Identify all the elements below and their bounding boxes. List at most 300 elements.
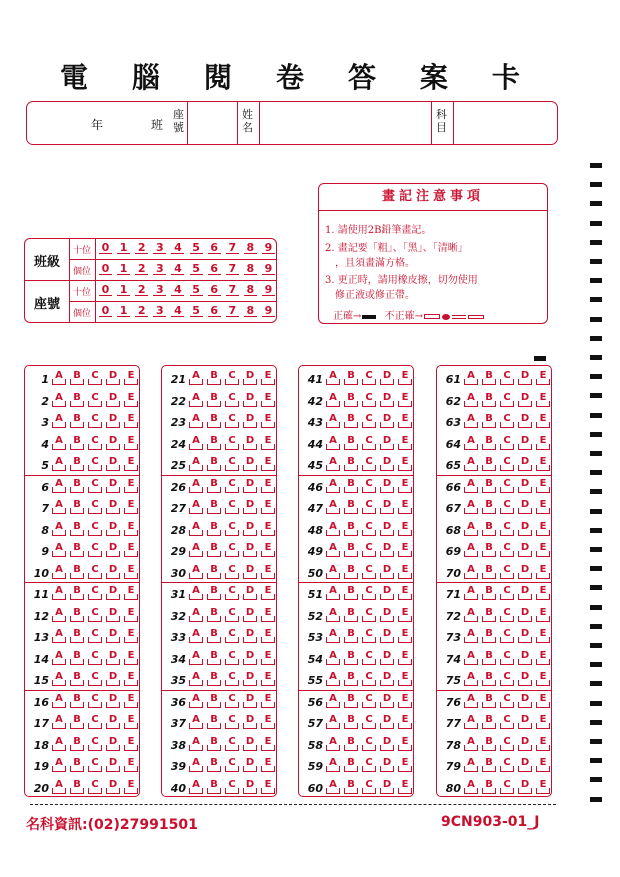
answer-bubble-35-D[interactable]: D (242, 671, 258, 687)
answer-bubble-59-A[interactable]: A (325, 757, 341, 773)
answer-bubble-42-A[interactable]: A (325, 392, 341, 408)
answer-bubble-48-D[interactable]: D (379, 521, 395, 537)
answer-bubble-53-B[interactable]: B (343, 628, 359, 644)
answer-bubble-76-D[interactable]: D (517, 693, 533, 709)
answer-bubble-39-B[interactable]: B (206, 757, 222, 773)
answer-bubble-45-A[interactable]: A (325, 456, 341, 472)
answer-bubble-78-B[interactable]: B (481, 736, 497, 752)
digit-bubble-class-ones-9[interactable]: 9 (262, 263, 275, 275)
answer-bubble-50-E[interactable]: E (397, 564, 413, 580)
answer-bubble-5-B[interactable]: B (69, 456, 85, 472)
answer-bubble-21-D[interactable]: D (242, 370, 258, 386)
answer-bubble-11-A[interactable]: A (51, 585, 67, 601)
answer-bubble-72-B[interactable]: B (481, 607, 497, 623)
answer-bubble-48-B[interactable]: B (343, 521, 359, 537)
answer-bubble-27-B[interactable]: B (206, 499, 222, 515)
answer-bubble-16-E[interactable]: E (123, 693, 139, 709)
answer-bubble-32-A[interactable]: A (188, 607, 204, 623)
answer-bubble-57-D[interactable]: D (379, 714, 395, 730)
answer-bubble-28-E[interactable]: E (260, 521, 276, 537)
answer-bubble-52-B[interactable]: B (343, 607, 359, 623)
answer-bubble-29-B[interactable]: B (206, 542, 222, 558)
answer-bubble-53-C[interactable]: C (361, 628, 377, 644)
answer-bubble-20-D[interactable]: D (105, 779, 121, 795)
answer-bubble-48-A[interactable]: A (325, 521, 341, 537)
answer-bubble-29-D[interactable]: D (242, 542, 258, 558)
answer-bubble-70-E[interactable]: E (535, 564, 551, 580)
answer-bubble-32-D[interactable]: D (242, 607, 258, 623)
answer-bubble-31-E[interactable]: E (260, 585, 276, 601)
answer-bubble-37-C[interactable]: C (224, 714, 240, 730)
answer-bubble-79-C[interactable]: C (499, 757, 515, 773)
answer-bubble-27-E[interactable]: E (260, 499, 276, 515)
answer-bubble-5-E[interactable]: E (123, 456, 139, 472)
answer-bubble-33-A[interactable]: A (188, 628, 204, 644)
answer-bubble-71-B[interactable]: B (481, 585, 497, 601)
answer-bubble-8-D[interactable]: D (105, 521, 121, 537)
answer-bubble-32-E[interactable]: E (260, 607, 276, 623)
answer-bubble-30-B[interactable]: B (206, 564, 222, 580)
answer-bubble-29-C[interactable]: C (224, 542, 240, 558)
answer-bubble-68-A[interactable]: A (463, 521, 479, 537)
digit-bubble-class-tens-1[interactable]: 1 (117, 242, 130, 254)
answer-bubble-62-E[interactable]: E (535, 392, 551, 408)
answer-bubble-76-C[interactable]: C (499, 693, 515, 709)
answer-bubble-57-A[interactable]: A (325, 714, 341, 730)
answer-bubble-6-E[interactable]: E (123, 478, 139, 494)
answer-bubble-59-E[interactable]: E (397, 757, 413, 773)
answer-bubble-7-D[interactable]: D (105, 499, 121, 515)
answer-bubble-38-A[interactable]: A (188, 736, 204, 752)
answer-bubble-9-B[interactable]: B (69, 542, 85, 558)
answer-bubble-19-B[interactable]: B (69, 757, 85, 773)
answer-bubble-75-B[interactable]: B (481, 671, 497, 687)
answer-bubble-49-A[interactable]: A (325, 542, 341, 558)
answer-bubble-67-B[interactable]: B (481, 499, 497, 515)
answer-bubble-33-B[interactable]: B (206, 628, 222, 644)
answer-bubble-65-D[interactable]: D (517, 456, 533, 472)
answer-bubble-11-B[interactable]: B (69, 585, 85, 601)
answer-bubble-3-E[interactable]: E (123, 413, 139, 429)
answer-bubble-29-E[interactable]: E (260, 542, 276, 558)
answer-bubble-18-C[interactable]: C (87, 736, 103, 752)
answer-bubble-55-B[interactable]: B (343, 671, 359, 687)
answer-bubble-38-B[interactable]: B (206, 736, 222, 752)
answer-bubble-24-A[interactable]: A (188, 435, 204, 451)
answer-bubble-59-D[interactable]: D (379, 757, 395, 773)
answer-bubble-42-B[interactable]: B (343, 392, 359, 408)
answer-bubble-23-A[interactable]: A (188, 413, 204, 429)
answer-bubble-48-E[interactable]: E (397, 521, 413, 537)
answer-bubble-27-C[interactable]: C (224, 499, 240, 515)
answer-bubble-38-E[interactable]: E (260, 736, 276, 752)
digit-bubble-seat-ones-0[interactable]: 0 (99, 305, 112, 317)
answer-bubble-73-E[interactable]: E (535, 628, 551, 644)
answer-bubble-69-C[interactable]: C (499, 542, 515, 558)
answer-bubble-39-A[interactable]: A (188, 757, 204, 773)
answer-bubble-59-C[interactable]: C (361, 757, 377, 773)
answer-bubble-50-B[interactable]: B (343, 564, 359, 580)
digit-bubble-class-ones-7[interactable]: 7 (226, 263, 239, 275)
answer-bubble-71-E[interactable]: E (535, 585, 551, 601)
answer-bubble-14-C[interactable]: C (87, 650, 103, 666)
answer-bubble-80-C[interactable]: C (499, 779, 515, 795)
answer-bubble-48-C[interactable]: C (361, 521, 377, 537)
answer-bubble-34-C[interactable]: C (224, 650, 240, 666)
answer-bubble-7-A[interactable]: A (51, 499, 67, 515)
answer-bubble-65-C[interactable]: C (499, 456, 515, 472)
answer-bubble-72-A[interactable]: A (463, 607, 479, 623)
answer-bubble-16-B[interactable]: B (69, 693, 85, 709)
answer-bubble-72-C[interactable]: C (499, 607, 515, 623)
answer-bubble-54-A[interactable]: A (325, 650, 341, 666)
answer-bubble-55-A[interactable]: A (325, 671, 341, 687)
answer-bubble-35-C[interactable]: C (224, 671, 240, 687)
answer-bubble-38-D[interactable]: D (242, 736, 258, 752)
answer-bubble-46-E[interactable]: E (397, 478, 413, 494)
answer-bubble-50-A[interactable]: A (325, 564, 341, 580)
answer-bubble-49-C[interactable]: C (361, 542, 377, 558)
answer-bubble-60-C[interactable]: C (361, 779, 377, 795)
answer-bubble-44-D[interactable]: D (379, 435, 395, 451)
digit-bubble-seat-ones-5[interactable]: 5 (190, 305, 203, 317)
answer-bubble-74-B[interactable]: B (481, 650, 497, 666)
answer-bubble-28-D[interactable]: D (242, 521, 258, 537)
answer-bubble-33-D[interactable]: D (242, 628, 258, 644)
answer-bubble-51-E[interactable]: E (397, 585, 413, 601)
answer-bubble-54-C[interactable]: C (361, 650, 377, 666)
digit-bubble-seat-ones-8[interactable]: 8 (244, 305, 257, 317)
answer-bubble-54-E[interactable]: E (397, 650, 413, 666)
answer-bubble-64-D[interactable]: D (517, 435, 533, 451)
answer-bubble-77-B[interactable]: B (481, 714, 497, 730)
answer-bubble-14-E[interactable]: E (123, 650, 139, 666)
digit-bubble-seat-tens-5[interactable]: 5 (190, 284, 203, 296)
answer-bubble-64-C[interactable]: C (499, 435, 515, 451)
answer-bubble-56-A[interactable]: A (325, 693, 341, 709)
answer-bubble-52-D[interactable]: D (379, 607, 395, 623)
answer-bubble-21-E[interactable]: E (260, 370, 276, 386)
answer-bubble-10-C[interactable]: C (87, 564, 103, 580)
answer-bubble-43-C[interactable]: C (361, 413, 377, 429)
answer-bubble-17-E[interactable]: E (123, 714, 139, 730)
answer-bubble-1-B[interactable]: B (69, 370, 85, 386)
answer-bubble-69-D[interactable]: D (517, 542, 533, 558)
answer-bubble-15-E[interactable]: E (123, 671, 139, 687)
answer-bubble-46-D[interactable]: D (379, 478, 395, 494)
answer-bubble-69-B[interactable]: B (481, 542, 497, 558)
answer-bubble-62-D[interactable]: D (517, 392, 533, 408)
answer-bubble-66-C[interactable]: C (499, 478, 515, 494)
answer-bubble-9-E[interactable]: E (123, 542, 139, 558)
answer-bubble-62-C[interactable]: C (499, 392, 515, 408)
answer-bubble-45-D[interactable]: D (379, 456, 395, 472)
answer-bubble-66-E[interactable]: E (535, 478, 551, 494)
answer-bubble-35-E[interactable]: E (260, 671, 276, 687)
answer-bubble-16-C[interactable]: C (87, 693, 103, 709)
answer-bubble-4-C[interactable]: C (87, 435, 103, 451)
answer-bubble-33-C[interactable]: C (224, 628, 240, 644)
answer-bubble-80-E[interactable]: E (535, 779, 551, 795)
answer-bubble-60-A[interactable]: A (325, 779, 341, 795)
answer-bubble-61-D[interactable]: D (517, 370, 533, 386)
answer-bubble-67-D[interactable]: D (517, 499, 533, 515)
answer-bubble-56-C[interactable]: C (361, 693, 377, 709)
digit-bubble-class-tens-5[interactable]: 5 (190, 242, 203, 254)
answer-bubble-75-C[interactable]: C (499, 671, 515, 687)
answer-bubble-19-E[interactable]: E (123, 757, 139, 773)
answer-bubble-42-D[interactable]: D (379, 392, 395, 408)
answer-bubble-15-D[interactable]: D (105, 671, 121, 687)
answer-bubble-36-A[interactable]: A (188, 693, 204, 709)
answer-bubble-26-E[interactable]: E (260, 478, 276, 494)
answer-bubble-58-C[interactable]: C (361, 736, 377, 752)
answer-bubble-55-E[interactable]: E (397, 671, 413, 687)
answer-bubble-52-E[interactable]: E (397, 607, 413, 623)
answer-bubble-47-B[interactable]: B (343, 499, 359, 515)
answer-bubble-67-A[interactable]: A (463, 499, 479, 515)
answer-bubble-68-C[interactable]: C (499, 521, 515, 537)
answer-bubble-63-E[interactable]: E (535, 413, 551, 429)
answer-bubble-44-E[interactable]: E (397, 435, 413, 451)
answer-bubble-36-E[interactable]: E (260, 693, 276, 709)
answer-bubble-10-D[interactable]: D (105, 564, 121, 580)
answer-bubble-7-E[interactable]: E (123, 499, 139, 515)
answer-bubble-63-A[interactable]: A (463, 413, 479, 429)
digit-bubble-class-tens-4[interactable]: 4 (171, 242, 184, 254)
answer-bubble-80-D[interactable]: D (517, 779, 533, 795)
answer-bubble-19-D[interactable]: D (105, 757, 121, 773)
answer-bubble-34-B[interactable]: B (206, 650, 222, 666)
answer-bubble-13-D[interactable]: D (105, 628, 121, 644)
answer-bubble-22-B[interactable]: B (206, 392, 222, 408)
answer-bubble-18-D[interactable]: D (105, 736, 121, 752)
answer-bubble-28-A[interactable]: A (188, 521, 204, 537)
answer-bubble-76-E[interactable]: E (535, 693, 551, 709)
answer-bubble-37-B[interactable]: B (206, 714, 222, 730)
answer-bubble-58-B[interactable]: B (343, 736, 359, 752)
digit-bubble-seat-ones-4[interactable]: 4 (171, 305, 184, 317)
digit-bubble-class-tens-9[interactable]: 9 (262, 242, 275, 254)
answer-bubble-12-A[interactable]: A (51, 607, 67, 623)
answer-bubble-59-B[interactable]: B (343, 757, 359, 773)
answer-bubble-68-B[interactable]: B (481, 521, 497, 537)
answer-bubble-54-D[interactable]: D (379, 650, 395, 666)
answer-bubble-20-E[interactable]: E (123, 779, 139, 795)
answer-bubble-14-A[interactable]: A (51, 650, 67, 666)
answer-bubble-74-D[interactable]: D (517, 650, 533, 666)
answer-bubble-36-C[interactable]: C (224, 693, 240, 709)
answer-bubble-3-C[interactable]: C (87, 413, 103, 429)
answer-bubble-12-E[interactable]: E (123, 607, 139, 623)
digit-bubble-class-ones-2[interactable]: 2 (135, 263, 148, 275)
answer-bubble-66-A[interactable]: A (463, 478, 479, 494)
answer-bubble-4-A[interactable]: A (51, 435, 67, 451)
answer-bubble-31-B[interactable]: B (206, 585, 222, 601)
answer-bubble-51-A[interactable]: A (325, 585, 341, 601)
answer-bubble-19-A[interactable]: A (51, 757, 67, 773)
answer-bubble-47-C[interactable]: C (361, 499, 377, 515)
digit-bubble-class-ones-6[interactable]: 6 (208, 263, 221, 275)
answer-bubble-34-D[interactable]: D (242, 650, 258, 666)
answer-bubble-55-D[interactable]: D (379, 671, 395, 687)
answer-bubble-21-A[interactable]: A (188, 370, 204, 386)
answer-bubble-21-B[interactable]: B (206, 370, 222, 386)
answer-bubble-64-E[interactable]: E (535, 435, 551, 451)
answer-bubble-57-B[interactable]: B (343, 714, 359, 730)
answer-bubble-75-A[interactable]: A (463, 671, 479, 687)
answer-bubble-24-C[interactable]: C (224, 435, 240, 451)
answer-bubble-80-B[interactable]: B (481, 779, 497, 795)
answer-bubble-44-C[interactable]: C (361, 435, 377, 451)
answer-bubble-43-A[interactable]: A (325, 413, 341, 429)
answer-bubble-22-E[interactable]: E (260, 392, 276, 408)
answer-bubble-32-C[interactable]: C (224, 607, 240, 623)
answer-bubble-79-E[interactable]: E (535, 757, 551, 773)
answer-bubble-6-C[interactable]: C (87, 478, 103, 494)
answer-bubble-11-C[interactable]: C (87, 585, 103, 601)
answer-bubble-13-E[interactable]: E (123, 628, 139, 644)
answer-bubble-37-D[interactable]: D (242, 714, 258, 730)
answer-bubble-52-C[interactable]: C (361, 607, 377, 623)
answer-bubble-46-A[interactable]: A (325, 478, 341, 494)
answer-bubble-5-C[interactable]: C (87, 456, 103, 472)
answer-bubble-16-A[interactable]: A (51, 693, 67, 709)
answer-bubble-2-D[interactable]: D (105, 392, 121, 408)
answer-bubble-26-B[interactable]: B (206, 478, 222, 494)
answer-bubble-65-A[interactable]: A (463, 456, 479, 472)
answer-bubble-4-D[interactable]: D (105, 435, 121, 451)
answer-bubble-71-D[interactable]: D (517, 585, 533, 601)
answer-bubble-41-D[interactable]: D (379, 370, 395, 386)
answer-bubble-2-B[interactable]: B (69, 392, 85, 408)
answer-bubble-74-E[interactable]: E (535, 650, 551, 666)
answer-bubble-23-B[interactable]: B (206, 413, 222, 429)
answer-bubble-10-B[interactable]: B (69, 564, 85, 580)
answer-bubble-58-E[interactable]: E (397, 736, 413, 752)
answer-bubble-78-C[interactable]: C (499, 736, 515, 752)
answer-bubble-45-C[interactable]: C (361, 456, 377, 472)
answer-bubble-22-D[interactable]: D (242, 392, 258, 408)
answer-bubble-28-C[interactable]: C (224, 521, 240, 537)
answer-bubble-16-D[interactable]: D (105, 693, 121, 709)
answer-bubble-3-A[interactable]: A (51, 413, 67, 429)
answer-bubble-42-C[interactable]: C (361, 392, 377, 408)
answer-bubble-15-A[interactable]: A (51, 671, 67, 687)
answer-bubble-23-D[interactable]: D (242, 413, 258, 429)
digit-bubble-seat-tens-3[interactable]: 3 (153, 284, 166, 296)
answer-bubble-37-A[interactable]: A (188, 714, 204, 730)
answer-bubble-69-A[interactable]: A (463, 542, 479, 558)
answer-bubble-17-D[interactable]: D (105, 714, 121, 730)
answer-bubble-35-A[interactable]: A (188, 671, 204, 687)
answer-bubble-25-E[interactable]: E (260, 456, 276, 472)
answer-bubble-77-E[interactable]: E (535, 714, 551, 730)
answer-bubble-1-C[interactable]: C (87, 370, 103, 386)
answer-bubble-69-E[interactable]: E (535, 542, 551, 558)
digit-bubble-seat-tens-8[interactable]: 8 (244, 284, 257, 296)
answer-bubble-10-E[interactable]: E (123, 564, 139, 580)
digit-bubble-class-ones-1[interactable]: 1 (117, 263, 130, 275)
answer-bubble-13-C[interactable]: C (87, 628, 103, 644)
answer-bubble-58-D[interactable]: D (379, 736, 395, 752)
answer-bubble-25-A[interactable]: A (188, 456, 204, 472)
answer-bubble-49-B[interactable]: B (343, 542, 359, 558)
answer-bubble-66-B[interactable]: B (481, 478, 497, 494)
answer-bubble-27-D[interactable]: D (242, 499, 258, 515)
answer-bubble-24-E[interactable]: E (260, 435, 276, 451)
answer-bubble-23-C[interactable]: C (224, 413, 240, 429)
answer-bubble-26-D[interactable]: D (242, 478, 258, 494)
answer-bubble-40-D[interactable]: D (242, 779, 258, 795)
answer-bubble-4-B[interactable]: B (69, 435, 85, 451)
answer-bubble-14-B[interactable]: B (69, 650, 85, 666)
answer-bubble-77-D[interactable]: D (517, 714, 533, 730)
answer-bubble-47-E[interactable]: E (397, 499, 413, 515)
answer-bubble-74-C[interactable]: C (499, 650, 515, 666)
answer-bubble-57-C[interactable]: C (361, 714, 377, 730)
answer-bubble-79-A[interactable]: A (463, 757, 479, 773)
answer-bubble-30-A[interactable]: A (188, 564, 204, 580)
answer-bubble-67-E[interactable]: E (535, 499, 551, 515)
answer-bubble-78-A[interactable]: A (463, 736, 479, 752)
answer-bubble-8-A[interactable]: A (51, 521, 67, 537)
answer-bubble-55-C[interactable]: C (361, 671, 377, 687)
answer-bubble-1-E[interactable]: E (123, 370, 139, 386)
answer-bubble-63-C[interactable]: C (499, 413, 515, 429)
answer-bubble-62-A[interactable]: A (463, 392, 479, 408)
answer-bubble-34-E[interactable]: E (260, 650, 276, 666)
answer-bubble-53-E[interactable]: E (397, 628, 413, 644)
digit-bubble-class-ones-4[interactable]: 4 (171, 263, 184, 275)
answer-bubble-49-E[interactable]: E (397, 542, 413, 558)
answer-bubble-66-D[interactable]: D (517, 478, 533, 494)
answer-bubble-62-B[interactable]: B (481, 392, 497, 408)
answer-bubble-6-A[interactable]: A (51, 478, 67, 494)
answer-bubble-79-D[interactable]: D (517, 757, 533, 773)
answer-bubble-80-A[interactable]: A (463, 779, 479, 795)
answer-bubble-78-D[interactable]: D (517, 736, 533, 752)
digit-bubble-class-tens-2[interactable]: 2 (135, 242, 148, 254)
answer-bubble-76-A[interactable]: A (463, 693, 479, 709)
digit-bubble-class-tens-8[interactable]: 8 (244, 242, 257, 254)
answer-bubble-27-A[interactable]: A (188, 499, 204, 515)
answer-bubble-68-D[interactable]: D (517, 521, 533, 537)
answer-bubble-44-B[interactable]: B (343, 435, 359, 451)
answer-bubble-40-C[interactable]: C (224, 779, 240, 795)
answer-bubble-2-C[interactable]: C (87, 392, 103, 408)
answer-bubble-12-C[interactable]: C (87, 607, 103, 623)
digit-bubble-seat-tens-2[interactable]: 2 (135, 284, 148, 296)
answer-bubble-19-C[interactable]: C (87, 757, 103, 773)
answer-bubble-20-A[interactable]: A (51, 779, 67, 795)
answer-bubble-74-A[interactable]: A (463, 650, 479, 666)
answer-bubble-17-A[interactable]: A (51, 714, 67, 730)
answer-bubble-60-B[interactable]: B (343, 779, 359, 795)
answer-bubble-7-B[interactable]: B (69, 499, 85, 515)
answer-bubble-20-C[interactable]: C (87, 779, 103, 795)
answer-bubble-22-C[interactable]: C (224, 392, 240, 408)
digit-bubble-class-ones-0[interactable]: 0 (99, 263, 112, 275)
answer-bubble-5-D[interactable]: D (105, 456, 121, 472)
answer-bubble-17-B[interactable]: B (69, 714, 85, 730)
answer-bubble-73-A[interactable]: A (463, 628, 479, 644)
answer-bubble-78-E[interactable]: E (535, 736, 551, 752)
answer-bubble-77-A[interactable]: A (463, 714, 479, 730)
answer-bubble-30-D[interactable]: D (242, 564, 258, 580)
answer-bubble-72-D[interactable]: D (517, 607, 533, 623)
answer-bubble-35-B[interactable]: B (206, 671, 222, 687)
